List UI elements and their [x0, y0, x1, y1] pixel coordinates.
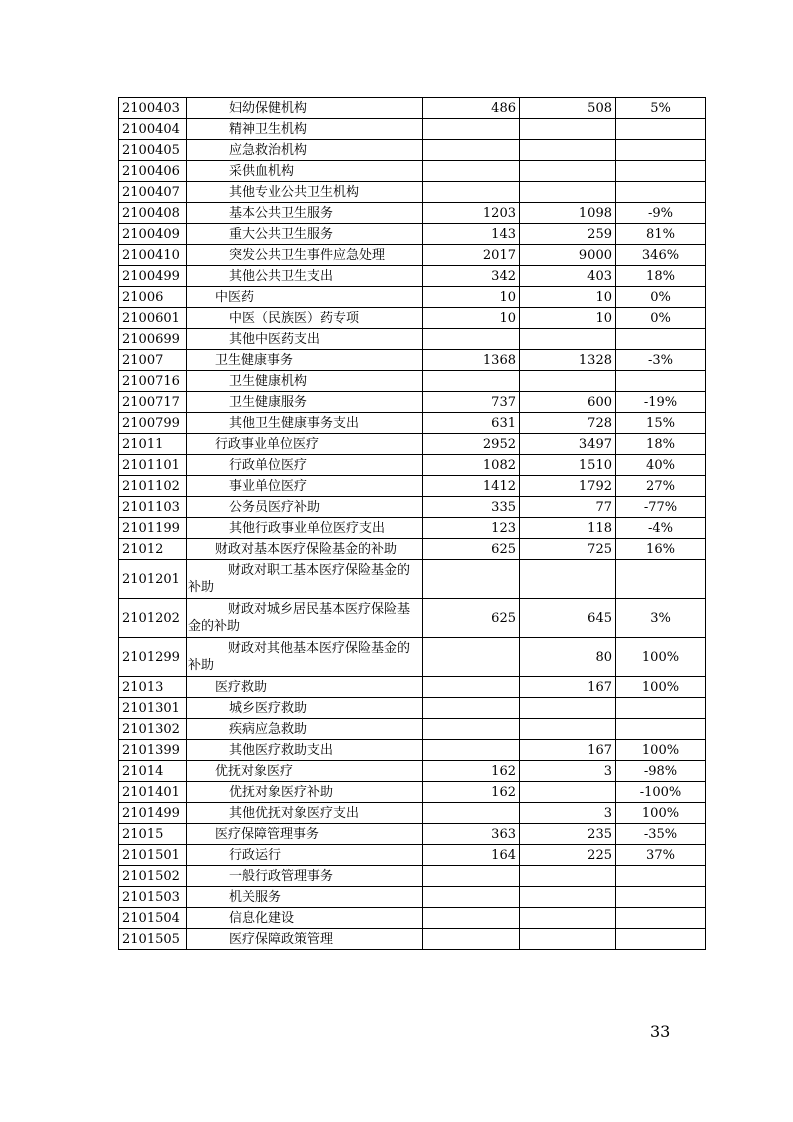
amount-a-cell — [423, 677, 520, 698]
table-row — [119, 677, 706, 698]
change-percent-cell — [616, 140, 706, 161]
amount-a-cell: 1368 — [423, 350, 520, 371]
subject-name-cell: 重大公共卫生服务 — [187, 224, 423, 245]
amount-b-cell — [520, 866, 616, 887]
subject-code-cell: 2101501 — [119, 845, 187, 866]
subject-code-cell: 2101202 — [119, 599, 187, 638]
change-percent-cell: 346% — [616, 245, 706, 266]
amount-b-cell: 167 — [520, 740, 616, 761]
subject-name-cell: 公务员医疗补助 — [187, 497, 423, 518]
subject-name-cell: 城乡医疗救助 — [187, 698, 423, 719]
subject-code-cell: 2100499 — [119, 266, 187, 287]
amount-b-cell — [520, 329, 616, 350]
change-percent-cell — [616, 866, 706, 887]
change-percent-cell: -100% — [616, 782, 706, 803]
table-row — [119, 539, 706, 560]
subject-code-cell: 2101502 — [119, 866, 187, 887]
table-row — [119, 761, 706, 782]
amount-a-cell: 1082 — [423, 455, 520, 476]
change-percent-cell — [616, 371, 706, 392]
amount-b-cell: 725 — [520, 539, 616, 560]
amount-a-cell: 164 — [423, 845, 520, 866]
amount-b-cell — [520, 908, 616, 929]
amount-a-cell: 363 — [423, 824, 520, 845]
amount-a-cell: 10 — [423, 287, 520, 308]
amount-b-cell — [520, 698, 616, 719]
amount-b-cell — [520, 161, 616, 182]
change-percent-cell: 100% — [616, 638, 706, 677]
subject-name-cell: 机关服务 — [187, 887, 423, 908]
subject-name-cell: 财政对基本医疗保险基金的补助 — [187, 539, 423, 560]
amount-b-cell: 77 — [520, 497, 616, 518]
table-row — [119, 224, 706, 245]
change-percent-cell: 27% — [616, 476, 706, 497]
amount-b-cell: 3 — [520, 803, 616, 824]
amount-b-cell: 1792 — [520, 476, 616, 497]
subject-code-cell: 2100716 — [119, 371, 187, 392]
change-percent-cell — [616, 929, 706, 950]
amount-b-cell: 225 — [520, 845, 616, 866]
table-row — [119, 266, 706, 287]
subject-name-cell: 财政对城乡居民基本医疗保险基金的补助 — [187, 599, 423, 638]
subject-name-cell: 一般行政管理事务 — [187, 866, 423, 887]
subject-code-cell: 2100699 — [119, 329, 187, 350]
subject-name-cell: 卫生健康服务 — [187, 392, 423, 413]
amount-a-cell — [423, 329, 520, 350]
subject-code-cell: 21011 — [119, 434, 187, 455]
table-row — [119, 203, 706, 224]
table-row — [119, 476, 706, 497]
subject-name-cell: 优抚对象医疗补助 — [187, 782, 423, 803]
amount-a-cell — [423, 803, 520, 824]
table-row — [119, 161, 706, 182]
subject-code-cell: 2101401 — [119, 782, 187, 803]
table-row — [119, 497, 706, 518]
subject-code-cell: 2101302 — [119, 719, 187, 740]
subject-code-cell: 2101299 — [119, 638, 187, 677]
table-row — [119, 866, 706, 887]
change-percent-cell: 100% — [616, 677, 706, 698]
table-row — [119, 599, 706, 638]
change-percent-cell: 0% — [616, 287, 706, 308]
amount-a-cell: 10 — [423, 308, 520, 329]
change-percent-cell — [616, 119, 706, 140]
table-row — [119, 308, 706, 329]
subject-name-cell: 其他行政事业单位医疗支出 — [187, 518, 423, 539]
table-row — [119, 245, 706, 266]
table-row — [119, 518, 706, 539]
table-row — [119, 392, 706, 413]
subject-code-cell: 2101504 — [119, 908, 187, 929]
change-percent-cell — [616, 161, 706, 182]
subject-code-cell: 21014 — [119, 761, 187, 782]
change-percent-cell: 0% — [616, 308, 706, 329]
change-percent-cell: 3% — [616, 599, 706, 638]
amount-b-cell: 118 — [520, 518, 616, 539]
change-percent-cell: 100% — [616, 803, 706, 824]
change-percent-cell — [616, 887, 706, 908]
amount-b-cell: 80 — [520, 638, 616, 677]
table-row — [119, 98, 706, 119]
change-percent-cell: -4% — [616, 518, 706, 539]
subject-name-cell: 行政事业单位医疗 — [187, 434, 423, 455]
amount-b-cell: 10 — [520, 287, 616, 308]
table-row — [119, 371, 706, 392]
subject-code-cell: 2101505 — [119, 929, 187, 950]
amount-b-cell — [520, 782, 616, 803]
change-percent-cell: 15% — [616, 413, 706, 434]
table-row — [119, 782, 706, 803]
change-percent-cell: -3% — [616, 350, 706, 371]
amount-b-cell — [520, 929, 616, 950]
subject-code-cell: 2101101 — [119, 455, 187, 476]
subject-name-cell: 卫生健康机构 — [187, 371, 423, 392]
subject-code-cell: 2100408 — [119, 203, 187, 224]
table-row — [119, 638, 706, 677]
table-row — [119, 698, 706, 719]
subject-name-cell: 其他中医药支出 — [187, 329, 423, 350]
amount-b-cell — [520, 371, 616, 392]
subject-name-cell: 财政对其他基本医疗保险基金的补助 — [187, 638, 423, 677]
table-row — [119, 887, 706, 908]
amount-b-cell — [520, 560, 616, 599]
table-row — [119, 455, 706, 476]
subject-code-cell: 2101301 — [119, 698, 187, 719]
amount-a-cell — [423, 140, 520, 161]
subject-code-cell: 21013 — [119, 677, 187, 698]
table-row — [119, 803, 706, 824]
table-row — [119, 350, 706, 371]
table-row — [119, 929, 706, 950]
change-percent-cell: -19% — [616, 392, 706, 413]
amount-a-cell: 123 — [423, 518, 520, 539]
amount-b-cell: 235 — [520, 824, 616, 845]
subject-code-cell: 2100601 — [119, 308, 187, 329]
table-row — [119, 413, 706, 434]
amount-b-cell — [520, 719, 616, 740]
amount-a-cell — [423, 560, 520, 599]
amount-a-cell: 2952 — [423, 434, 520, 455]
subject-code-cell: 2100410 — [119, 245, 187, 266]
amount-a-cell: 2017 — [423, 245, 520, 266]
subject-name-cell: 疾病应急救助 — [187, 719, 423, 740]
amount-a-cell — [423, 161, 520, 182]
table-row — [119, 182, 706, 203]
change-percent-cell: -77% — [616, 497, 706, 518]
amount-a-cell — [423, 698, 520, 719]
change-percent-cell: 37% — [616, 845, 706, 866]
amount-a-cell: 1203 — [423, 203, 520, 224]
subject-name-cell: 其他优抚对象医疗支出 — [187, 803, 423, 824]
subject-code-cell: 2101499 — [119, 803, 187, 824]
subject-code-cell: 2100403 — [119, 98, 187, 119]
table-row — [119, 434, 706, 455]
amount-b-cell — [520, 119, 616, 140]
subject-name-cell: 信息化建设 — [187, 908, 423, 929]
change-percent-cell: 18% — [616, 266, 706, 287]
subject-code-cell: 21015 — [119, 824, 187, 845]
change-percent-cell — [616, 908, 706, 929]
change-percent-cell — [616, 560, 706, 599]
budget-table-body — [119, 98, 706, 950]
table-row — [119, 140, 706, 161]
change-percent-cell — [616, 719, 706, 740]
amount-b-cell: 1098 — [520, 203, 616, 224]
subject-name-cell: 行政运行 — [187, 845, 423, 866]
amount-b-cell: 645 — [520, 599, 616, 638]
subject-name-cell: 精神卫生机构 — [187, 119, 423, 140]
change-percent-cell: 81% — [616, 224, 706, 245]
amount-a-cell — [423, 908, 520, 929]
table-row — [119, 719, 706, 740]
amount-a-cell: 1412 — [423, 476, 520, 497]
amount-a-cell — [423, 119, 520, 140]
table-row — [119, 119, 706, 140]
amount-a-cell: 162 — [423, 782, 520, 803]
amount-a-cell: 631 — [423, 413, 520, 434]
subject-name-cell: 应急救治机构 — [187, 140, 423, 161]
subject-code-cell: 2101503 — [119, 887, 187, 908]
amount-a-cell — [423, 719, 520, 740]
amount-a-cell: 335 — [423, 497, 520, 518]
subject-name-cell: 妇幼保健机构 — [187, 98, 423, 119]
subject-code-cell: 2100407 — [119, 182, 187, 203]
amount-a-cell: 625 — [423, 599, 520, 638]
amount-a-cell: 162 — [423, 761, 520, 782]
amount-a-cell: 486 — [423, 98, 520, 119]
amount-b-cell: 259 — [520, 224, 616, 245]
table-row — [119, 329, 706, 350]
subject-code-cell: 2100717 — [119, 392, 187, 413]
subject-name-cell: 采供血机构 — [187, 161, 423, 182]
subject-code-cell: 2100799 — [119, 413, 187, 434]
subject-name-cell: 行政单位医疗 — [187, 455, 423, 476]
change-percent-cell: 16% — [616, 539, 706, 560]
amount-a-cell — [423, 866, 520, 887]
amount-b-cell — [520, 887, 616, 908]
change-percent-cell: 18% — [616, 434, 706, 455]
amount-b-cell — [520, 182, 616, 203]
amount-a-cell: 342 — [423, 266, 520, 287]
amount-b-cell: 3 — [520, 761, 616, 782]
subject-code-cell: 2100409 — [119, 224, 187, 245]
subject-code-cell: 21006 — [119, 287, 187, 308]
subject-name-cell: 基本公共卫生服务 — [187, 203, 423, 224]
amount-a-cell — [423, 182, 520, 203]
change-percent-cell — [616, 698, 706, 719]
change-percent-cell: -98% — [616, 761, 706, 782]
subject-name-cell: 医疗保障政策管理 — [187, 929, 423, 950]
change-percent-cell: 100% — [616, 740, 706, 761]
amount-b-cell: 167 — [520, 677, 616, 698]
change-percent-cell — [616, 182, 706, 203]
table-row — [119, 740, 706, 761]
amount-b-cell: 600 — [520, 392, 616, 413]
subject-name-cell: 财政对职工基本医疗保险基金的补助 — [187, 560, 423, 599]
amount-a-cell — [423, 887, 520, 908]
amount-a-cell: 625 — [423, 539, 520, 560]
subject-name-cell: 其他医疗救助支出 — [187, 740, 423, 761]
amount-a-cell — [423, 638, 520, 677]
subject-name-cell: 中医药 — [187, 287, 423, 308]
amount-b-cell: 403 — [520, 266, 616, 287]
change-percent-cell: 5% — [616, 98, 706, 119]
subject-code-cell: 2101103 — [119, 497, 187, 518]
amount-b-cell: 1328 — [520, 350, 616, 371]
table-row — [119, 287, 706, 308]
subject-name-cell: 卫生健康事务 — [187, 350, 423, 371]
subject-code-cell: 2101199 — [119, 518, 187, 539]
subject-name-cell: 突发公共卫生事件应急处理 — [187, 245, 423, 266]
amount-b-cell: 508 — [520, 98, 616, 119]
amount-a-cell — [423, 371, 520, 392]
subject-code-cell: 2100405 — [119, 140, 187, 161]
table-row — [119, 824, 706, 845]
change-percent-cell: -35% — [616, 824, 706, 845]
subject-name-cell: 中医（民族医）药专项 — [187, 308, 423, 329]
amount-a-cell: 143 — [423, 224, 520, 245]
subject-code-cell: 2101201 — [119, 560, 187, 599]
subject-name-cell: 其他公共卫生支出 — [187, 266, 423, 287]
amount-b-cell: 10 — [520, 308, 616, 329]
change-percent-cell — [616, 329, 706, 350]
table-row — [119, 845, 706, 866]
change-percent-cell: -9% — [616, 203, 706, 224]
subject-name-cell: 事业单位医疗 — [187, 476, 423, 497]
amount-a-cell: 737 — [423, 392, 520, 413]
subject-code-cell: 21012 — [119, 539, 187, 560]
budget-table — [118, 97, 706, 950]
subject-name-cell: 优抚对象医疗 — [187, 761, 423, 782]
subject-code-cell: 2101102 — [119, 476, 187, 497]
subject-code-cell: 2100404 — [119, 119, 187, 140]
page-number: 33 — [650, 1022, 671, 1041]
subject-name-cell: 其他卫生健康事务支出 — [187, 413, 423, 434]
table-row — [119, 560, 706, 599]
amount-b-cell: 3497 — [520, 434, 616, 455]
subject-name-cell: 医疗保障管理事务 — [187, 824, 423, 845]
amount-b-cell: 9000 — [520, 245, 616, 266]
amount-b-cell — [520, 140, 616, 161]
subject-code-cell: 2101399 — [119, 740, 187, 761]
subject-code-cell: 2100406 — [119, 161, 187, 182]
change-percent-cell: 40% — [616, 455, 706, 476]
subject-name-cell: 其他专业公共卫生机构 — [187, 182, 423, 203]
subject-name-cell: 医疗救助 — [187, 677, 423, 698]
amount-b-cell: 728 — [520, 413, 616, 434]
amount-a-cell — [423, 740, 520, 761]
amount-a-cell — [423, 929, 520, 950]
table-row — [119, 908, 706, 929]
subject-code-cell: 21007 — [119, 350, 187, 371]
amount-b-cell: 1510 — [520, 455, 616, 476]
